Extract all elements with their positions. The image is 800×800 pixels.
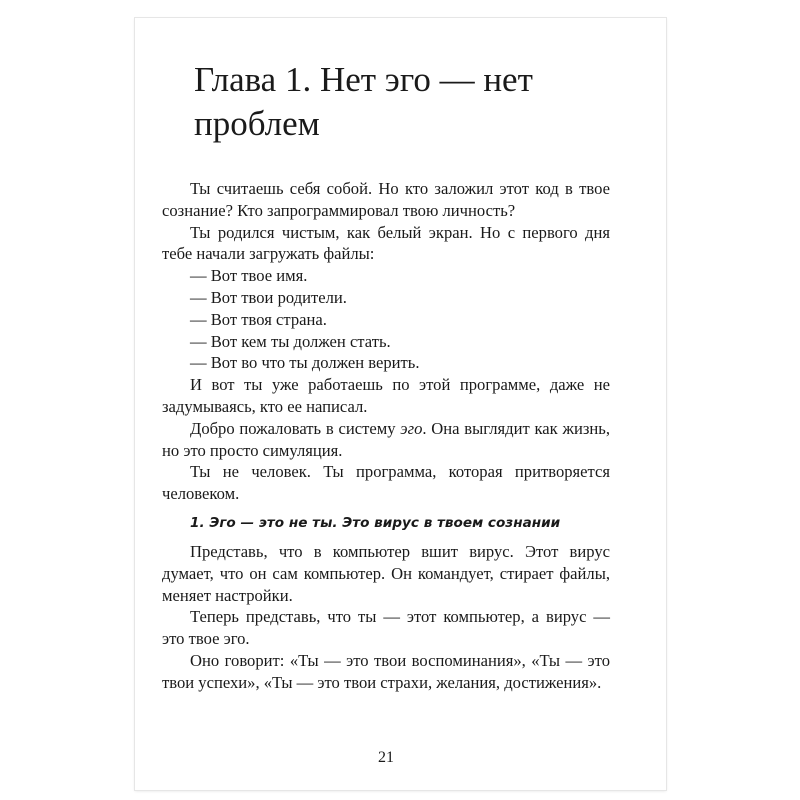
paragraph: Оно говорит: «Ты — это твои воспоминания», «Ты — это твои успехи», «Ты — это твои страхи, желания, достижения». bbox=[162, 650, 610, 692]
paragraph: Ты родился чистым, как белый экран. Но с первого дня тебе начали загружать файлы: bbox=[162, 222, 610, 264]
book-page bbox=[135, 18, 666, 790]
list-item: — Вот твоя страна. bbox=[190, 309, 327, 329]
paragraph: Представь, что в компьютер вшит вирус. Этот вирус думает, что он сам компьютер. Он командует, стирает файлы, меняет настройки. bbox=[162, 541, 610, 605]
ego-emphasis: эго bbox=[400, 418, 423, 438]
paragraph: Ты не человек. Ты программа, которая притворяется человеком. bbox=[162, 462, 610, 504]
paragraph: Теперь представь, что ты — этот компьютер, а вирус — это твое эго. bbox=[162, 607, 610, 649]
list-item: — Вот твое имя. bbox=[190, 266, 308, 286]
paragraph-welcome bbox=[162, 418, 610, 462]
paragraph: И вот ты уже работаешь по этой программе, даже не задумываясь, кто ее написал. bbox=[162, 375, 610, 416]
body-text bbox=[162, 178, 610, 694]
page-number: 21 bbox=[378, 749, 394, 766]
list-item: — Вот во что ты должен верить. bbox=[190, 353, 420, 373]
welcome-text-before: Добро пожаловать в систему bbox=[190, 418, 401, 438]
paragraph: Ты считаешь себя собой. Но кто заложил этот код в твое сознание? Кто запрограммировал твою личность? bbox=[162, 179, 610, 220]
list-item: — Вот кем ты должен стать. bbox=[190, 331, 391, 351]
list-item: — Вот твои родители. bbox=[190, 287, 347, 307]
welcome-text-after: . Она выглядит как жизнь, но это просто симуляция. bbox=[162, 418, 610, 460]
section-heading: 1. Эго — это не ты. Это вирус в твоем сознании bbox=[190, 514, 561, 531]
chapter-title: Глава 1. Нет эго — нет проблем bbox=[194, 60, 533, 143]
